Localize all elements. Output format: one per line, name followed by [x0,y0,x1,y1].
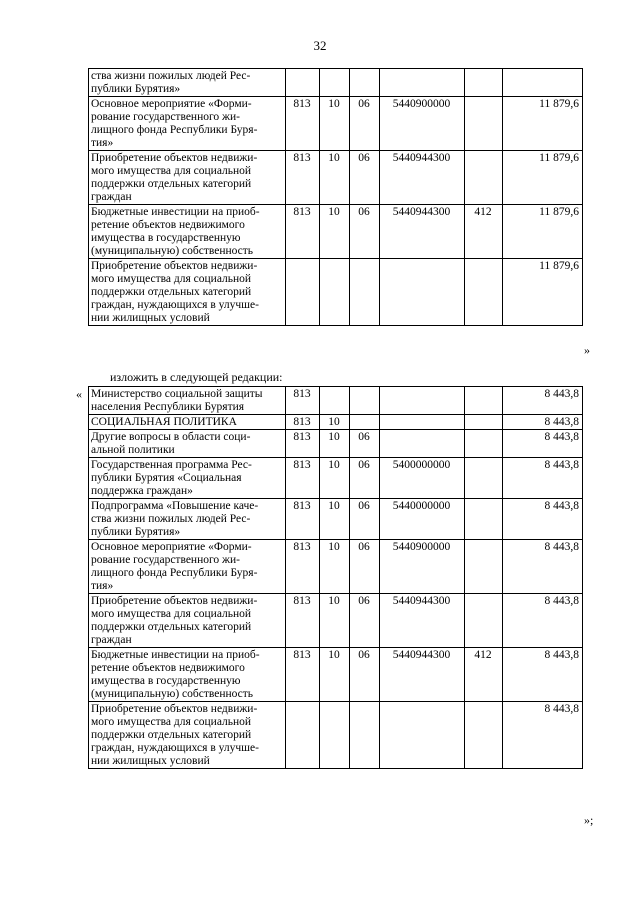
cell-expense-type: 412 [465,205,503,259]
cell-name: Приобретение объектов недвижи- мого имущества для социальной поддержки отдельных категорий граждан [89,151,286,205]
cell-expense-type: 412 [465,648,503,702]
cell-target-article: 5440944300 [380,151,465,205]
cell-grbs: 813 [286,387,320,415]
cell-grbs: 813 [286,430,320,458]
cell-amount: 8 443,8 [503,540,583,594]
cell-target-article: 5440944300 [380,205,465,259]
cell-target-article: 5400000000 [380,458,465,499]
cell-subsection: 06 [350,97,380,151]
cell-amount: 11 879,6 [503,151,583,205]
cell-grbs: 813 [286,97,320,151]
cell-section [320,387,350,415]
closing-quote-mark: »; [584,813,594,827]
cell-amount: 8 443,8 [503,594,583,648]
cell-name: Приобретение объектов недвижи- мого имущества для социальной поддержки отдельных категорий граждан [89,594,286,648]
cell-name: СОЦИАЛЬНАЯ ПОЛИТИКА [89,415,286,430]
table-row [89,499,583,540]
cell-target-article: 5440000000 [380,499,465,540]
cell-grbs: 813 [286,594,320,648]
cell-amount: 11 879,6 [503,259,583,326]
cell-subsection: 06 [350,151,380,205]
cell-name: Бюджетные инвестиции на приоб- ретение объектов недвижимого имущества в государственную (муниципальную) собственность [89,648,286,702]
table-row [89,97,583,151]
cell-subsection [350,415,380,430]
cell-subsection: 06 [350,648,380,702]
cell-grbs: 813 [286,540,320,594]
amendment-intro-text: изложить в следующей редакции: [110,370,283,384]
cell-section [320,259,350,326]
table-row [89,648,583,702]
cell-grbs: 813 [286,415,320,430]
table-row [89,430,583,458]
cell-target-article [380,702,465,769]
table-row [89,259,583,326]
table-row [89,69,583,97]
table-row [89,415,583,430]
cell-section: 10 [320,151,350,205]
cell-amount: 11 879,6 [503,205,583,259]
cell-subsection: 06 [350,205,380,259]
cell-expense-type [465,97,503,151]
cell-subsection: 06 [350,594,380,648]
cell-grbs: 813 [286,648,320,702]
cell-section [320,69,350,97]
cell-amount: 8 443,8 [503,430,583,458]
cell-grbs: 813 [286,205,320,259]
cell-amount: 8 443,8 [503,458,583,499]
cell-subsection [350,702,380,769]
cell-subsection [350,69,380,97]
cell-target-article: 5440944300 [380,648,465,702]
cell-expense-type [465,259,503,326]
cell-expense-type [465,499,503,540]
cell-target-article: 5440900000 [380,97,465,151]
budget-table-new [88,386,583,769]
cell-amount: 8 443,8 [503,648,583,702]
table-row [89,458,583,499]
table-row [89,702,583,769]
cell-grbs: 813 [286,458,320,499]
cell-name: Приобретение объектов недвижи- мого имущества для социальной поддержки отдельных категорий граждан, нуждающихся в улучше- нии жилищных условий [89,259,286,326]
cell-target-article: 5440900000 [380,540,465,594]
cell-section: 10 [320,205,350,259]
cell-section [320,702,350,769]
cell-grbs [286,259,320,326]
cell-subsection: 06 [350,458,380,499]
cell-expense-type [465,387,503,415]
cell-expense-type [465,458,503,499]
cell-amount: 8 443,8 [503,499,583,540]
cell-section: 10 [320,499,350,540]
cell-section: 10 [320,415,350,430]
cell-name: Основное мероприятие «Форми- рование государственного жи- лищного фонда Республики Буря- тия» [89,540,286,594]
cell-subsection: 06 [350,499,380,540]
cell-name: Подпрограмма «Повышение каче- ства жизни пожилых людей Рес- публики Бурятия» [89,499,286,540]
closing-quote-mark: » [584,343,590,357]
table-row [89,387,583,415]
cell-grbs [286,702,320,769]
cell-name: ства жизни пожилых людей Рес- публики Бурятия» [89,69,286,97]
cell-amount: 11 879,6 [503,97,583,151]
cell-section: 10 [320,97,350,151]
budget-table-previous [88,68,583,326]
cell-expense-type [465,702,503,769]
cell-section: 10 [320,648,350,702]
cell-expense-type [465,430,503,458]
cell-grbs: 813 [286,499,320,540]
cell-subsection [350,387,380,415]
cell-subsection [350,259,380,326]
cell-section: 10 [320,540,350,594]
cell-target-article: 5440944300 [380,594,465,648]
cell-target-article [380,259,465,326]
cell-expense-type [465,540,503,594]
cell-target-article [380,387,465,415]
cell-expense-type [465,415,503,430]
cell-grbs [286,69,320,97]
table-row [89,151,583,205]
cell-expense-type [465,594,503,648]
cell-subsection: 06 [350,540,380,594]
cell-target-article [380,430,465,458]
cell-amount [503,69,583,97]
cell-name: Государственная программа Рес- публики Бурятия «Социальная поддержка граждан» [89,458,286,499]
cell-name: Министерство социальной защиты населения Республики Бурятия [89,387,286,415]
cell-expense-type [465,151,503,205]
cell-subsection: 06 [350,430,380,458]
cell-section: 10 [320,594,350,648]
cell-grbs: 813 [286,151,320,205]
table-row [89,594,583,648]
cell-name: Другие вопросы в области соци- альной политики [89,430,286,458]
cell-amount: 8 443,8 [503,387,583,415]
opening-quote-mark: « [76,387,82,401]
cell-section: 10 [320,458,350,499]
cell-expense-type [465,69,503,97]
page-number: 32 [313,38,327,53]
cell-target-article [380,415,465,430]
cell-name: Приобретение объектов недвижи- мого имущества для социальной поддержки отдельных категорий граждан, нуждающихся в улучше- нии жилищных условий [89,702,286,769]
cell-section: 10 [320,430,350,458]
table-row [89,540,583,594]
cell-target-article [380,69,465,97]
table-row [89,205,583,259]
cell-amount: 8 443,8 [503,702,583,769]
cell-amount: 8 443,8 [503,415,583,430]
cell-name: Бюджетные инвестиции на приоб- ретение объектов недвижимого имущества в государственную (муниципальную) собственность [89,205,286,259]
cell-name: Основное мероприятие «Форми- рование государственного жи- лищного фонда Республики Буря- тия» [89,97,286,151]
